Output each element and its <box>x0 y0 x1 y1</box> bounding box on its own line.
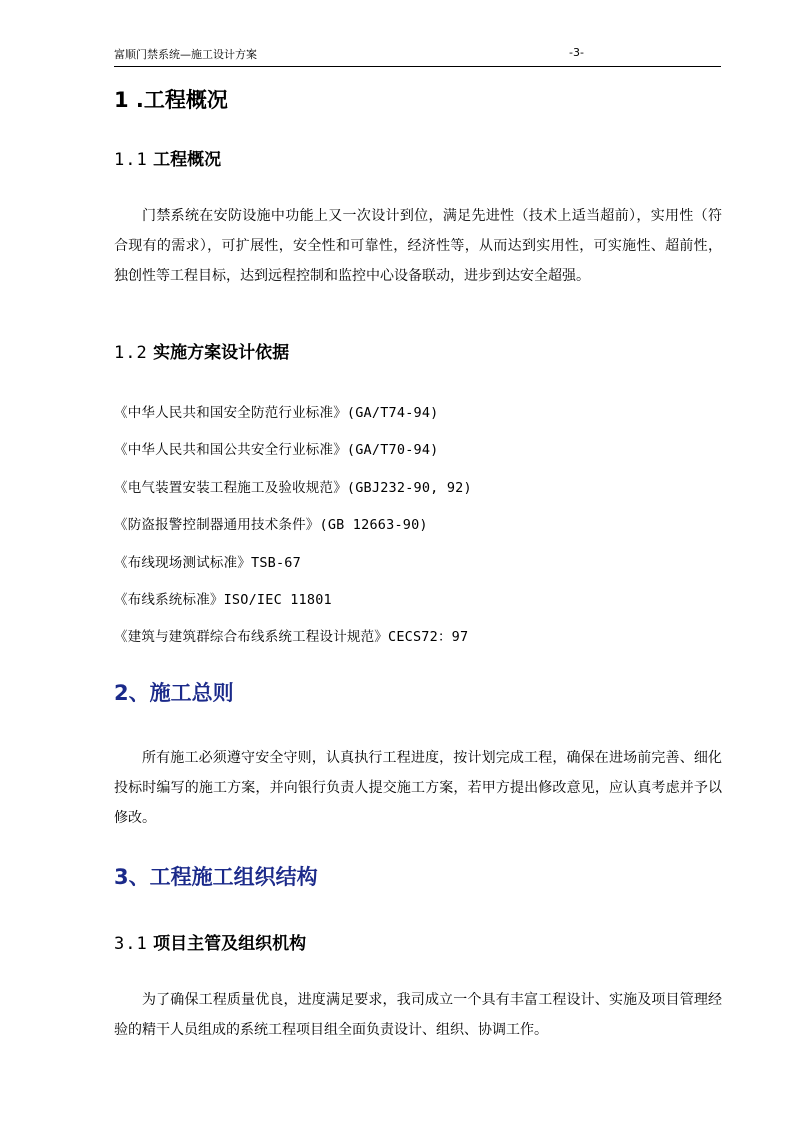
section-1-1-title: 工程概况 <box>153 150 222 170</box>
reference-item: 《布线系统标准》ISO/IEC 11801 <box>114 591 332 608</box>
reference-list <box>114 401 472 663</box>
section-3-1-paragraph <box>114 985 722 1045</box>
reference-item: 《中华人民共和国公共安全行业标准》(GA/T70-94) <box>114 442 439 459</box>
reference-item: 《电气装置安装工程施工及验收规范》(GBJ232-90, 92) <box>114 479 472 496</box>
reference-item: 《布线现场测试标准》TSB-67 <box>114 554 301 571</box>
section-3-1-heading <box>114 932 306 956</box>
reference-item: 《建筑与建筑群综合布线系统工程设计规范》CECS72：97 <box>114 629 469 646</box>
reference-item: 《中华人民共和国安全防范行业标准》(GA/T74-94) <box>114 405 439 421</box>
section-3-1-text: 为了确保工程质量优良，进度满足要求，我司成立一个具有丰富工程设计、实施及项目管理经验的精干人员组成的系统工程项目组全面负责设计、组织、协调工作。 <box>114 992 722 1038</box>
section-1-1-paragraph <box>114 201 722 291</box>
section-2-heading: 2、施工总则 <box>114 681 234 705</box>
section-1-2-number: 1.2 <box>114 343 148 363</box>
section-2-text: 所有施工必须遵守安全守则，认真执行工程进度，按计划完成工程，确保在进场前完善、细化投标时编写的施工方案，并向银行负责人提交施工方案，若甲方提出修改意见，应认真考虑并予以修改。 <box>114 750 722 826</box>
section-3-1-title: 项目主管及组织机构 <box>153 934 307 954</box>
section-1-1-text: 门禁系统在安防设施中功能上又一次设计到位，满足先进性（技术上适当超前），实用性（符合现有的需求），可扩展性，安全性和可靠性，经济性等，从而达到实用性，可实施性、超前性，独创性等工程目标，达到远程控制和监控中心设备联动，进步到达安全超强。 <box>114 208 722 284</box>
section-1-2-title: 实施方案设计依据 <box>153 343 290 363</box>
section-3-1-number: 3.1 <box>114 934 148 954</box>
header-page-number: -3- <box>569 46 584 59</box>
section-1-1-number: 1.1 <box>114 150 148 170</box>
section-1-1-heading <box>114 148 221 172</box>
page-header <box>114 44 721 67</box>
header-title: 富顺门禁系统—施工设计方案 <box>114 48 257 61</box>
section-3-heading: 3、工程施工组织结构 <box>114 865 318 889</box>
reference-item: 《防盗报警控制器通用技术条件》(GB 12663-90) <box>114 517 428 534</box>
section-1-2-heading <box>114 341 289 365</box>
section-1-heading: 1 .工程概况 <box>114 88 228 112</box>
section-2-paragraph <box>114 743 722 833</box>
